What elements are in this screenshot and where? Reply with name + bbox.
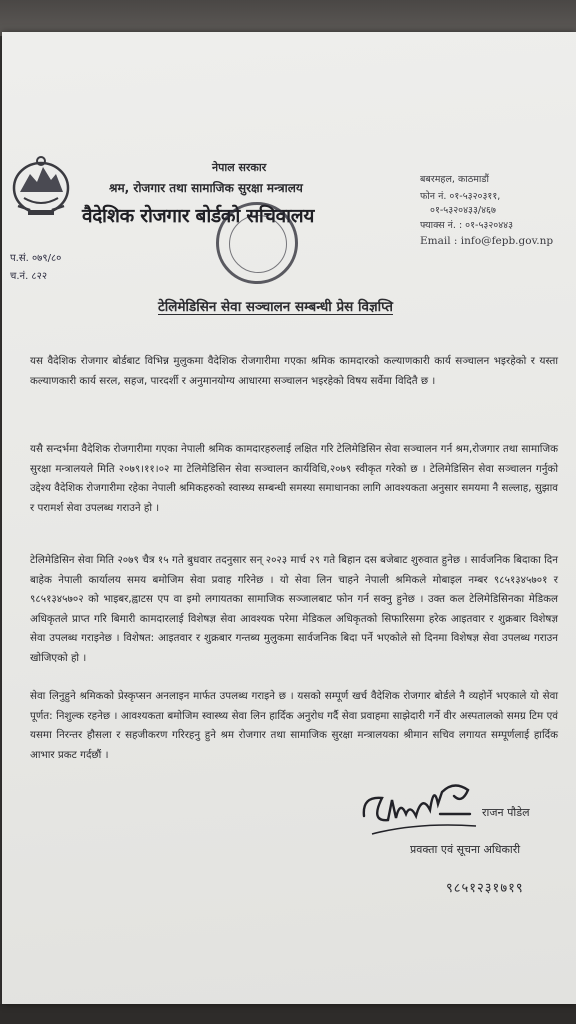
letter-number: प.सं. ०७९/८० bbox=[10, 253, 62, 264]
fax-number: फ्याक्स नं. : ०१-५३२०४४३ bbox=[420, 220, 514, 231]
ministry-name: श्रम, रोजगार तथा सामाजिक सुरक्षा मन्त्रालय bbox=[109, 181, 303, 195]
dispatch-number: च.नं. ८२२ bbox=[10, 271, 48, 282]
body-paragraph: यसै सन्दर्भमा वैदेशिक रोजगारीमा गएका नेपाली श्रमिक कामदारहरुलाई लक्षित गरि टेलिमेडिसिन सेवा सञ्चालन गर्न श्रम,रोजगार तथा सामाजिक सुरक्षा मन्त्रालयले मिति २०७९।११।०२ मा टेलिमेडिसिन सेवा सञ्चालन कार्यविधि,२०७९ स्वीकृत गरेको छ । टेलिमेडिसिन सेवा सञ्चालन गर्नुको उद्देश्य वैदेशिक रोजगारीमा रहेका नेपाली श्रमिकहरुको स्वास्थ्य सम्बन्धी समस्या समाधानका लागि आवश्यकता अनुसार समयमा नै सल्लाह, सुझाव र परामर्श सेवा उपलब्ध गराउने हो । bbox=[30, 443, 558, 514]
signatory-role: प्रवक्ता एवं सूचना अधिकारी bbox=[410, 843, 521, 856]
department-name: वैदेशिक रोजगार बोर्डको सचिवालय bbox=[82, 205, 315, 227]
email-address: Email : info@fepb.gov.np bbox=[420, 235, 554, 247]
background-bottom bbox=[0, 1004, 576, 1024]
signatory-phone: ९८५१२३१७१९ bbox=[446, 881, 524, 896]
body-paragraph: सेवा लिनुहुने श्रमिकको प्रेस्कृप्सन अनलाइन मार्फत उपलब्ध गराइने छ । यसको सम्पूर्ण खर्च वैदेशिक रोजगार बोर्डले नै व्यहोर्ने भएकाले यो सेवा पूर्णत: निशुल्क रहनेछ । आवश्यकता बमोजिम स्वास्थ्य सेवा लिन हार्दिक अनुरोध गर्दै सेवा प्रवाहमा साझेदारी गर्ने वीर अस्पतालको समग्र टिम एवं यसमा निरन्तर हौसला र सहजीकरण गरिरहनु हुने श्रम रोजगार तथा सामाजिक सुरक्षा मन्त्रालयका श्रीमान सचिव लगायत सम्पूर्णलाई हार्दिक आभार प्रकट गर्दछौं । bbox=[30, 690, 558, 761]
body-paragraph: टेलिमेडिसिन सेवा मिति २०७९ चैत्र १५ गते बुधवार तदनुसार सन् २०२३ मार्च २९ गते बिहान दस बजेबाट शुरुवात हुनेछ । सार्वजनिक बिदाका दिन बाहेक नेपाली कार्यालय समय बमोजिम सेवा प्रवाह गरिनेछ । यो सेवा लिन चाहने नेपाली श्रमिकले मोबाइल नम्बर ९८५१३४५७०१ र ९८५१३४५७०२ को भाइबर,ह्वाटस एप वा इमो लगायतका सामाजिक सञ्जालबाट फोन गर्न सक्नु हुनेछ । उक्त कल टेलिमेडिसिनका मेडिकल अधिकृतले प्राप्त गरि बिमारी कामदारलाई विशेषज्ञ सेवा आवश्यक परेमा मेडिकल अधिकृतको सिफारिसमा हरेक आइतवार र शुक्रबार विशेषज्ञ सेवा उपलब्ध गराइनेछ । विशेषत: आइतवार र शुक्रबार गन्तब्य मुलुकमा सार्वजनिक बिदा पर्ने भएकोले सो दिनमा विशेषज्ञ सेवा उपलब्ध गराउन खोजिएको हो । bbox=[30, 554, 558, 664]
document-page bbox=[2, 32, 576, 1004]
signatory-name: राजन पौडेल bbox=[482, 806, 530, 819]
office-address: बबरमहल, काठमाडौं bbox=[420, 174, 489, 185]
body-paragraph: यस वैदेशिक रोजगार बोर्डबाट विभिन्न मुलुकमा वैदेशिक रोजगारीमा गएका श्रमिक कामदारको कल्याणकारी कार्य सञ्चालन भइरहेको र यस्ता कल्याणकारी कार्य सरल, सहज, पारदर्शी र अनुमानयोग्य आधारमा सञ्चालन भइरहेको विषय सर्वेमा विदितै छ । bbox=[30, 355, 558, 387]
background-top bbox=[0, 0, 576, 36]
press-release-title: टेलिमेडिसिन सेवा सञ्चालन सम्बन्धी प्रेस विज्ञप्ति bbox=[158, 299, 393, 315]
handwritten-signature bbox=[358, 774, 490, 846]
nepal-emblem-icon bbox=[10, 152, 72, 218]
phone-number: फोन नं. ०१-५३२०३११, bbox=[420, 191, 501, 202]
government-name: नेपाल सरकार bbox=[212, 161, 267, 174]
office-stamp bbox=[216, 202, 298, 284]
phone-number-extra: ०१-५३२०४३३/४६७ bbox=[430, 205, 496, 216]
